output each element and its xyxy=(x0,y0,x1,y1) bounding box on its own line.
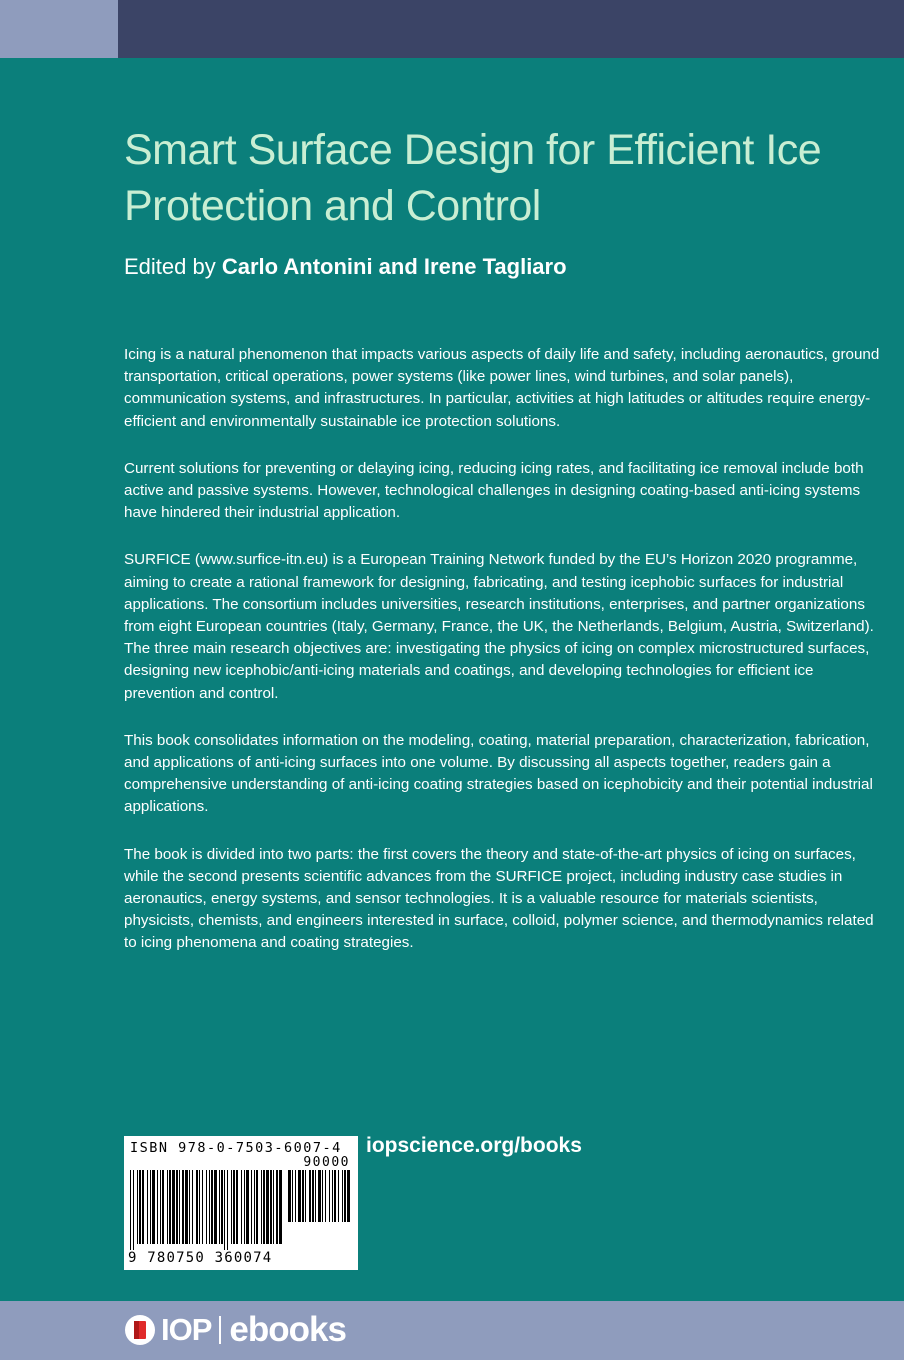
barcode-bar xyxy=(162,1170,164,1244)
barcode-bar xyxy=(157,1170,158,1244)
barcode-addon-bar xyxy=(288,1170,291,1222)
barcode-bar xyxy=(214,1170,217,1244)
barcode-bar xyxy=(254,1170,255,1244)
barcode-bar xyxy=(202,1170,203,1244)
barcode-bar xyxy=(179,1170,180,1244)
book-title: Smart Surface Design for Efficient Ice Protection and Control xyxy=(124,126,822,230)
barcode-addon-bar xyxy=(315,1170,316,1222)
ean-number: 9 780750 360074 xyxy=(128,1250,273,1266)
barcode-addon-bar xyxy=(334,1170,336,1222)
book-description xyxy=(124,344,884,980)
barcode-bar xyxy=(211,1170,213,1244)
barcode-addon-bar xyxy=(318,1170,321,1222)
barcode-addon-bar xyxy=(309,1170,311,1222)
barcode-bar xyxy=(206,1170,207,1244)
barcode-addon-bar xyxy=(325,1170,326,1222)
barcode-bar xyxy=(196,1170,198,1244)
top-bar xyxy=(118,0,904,58)
barcode-bar xyxy=(133,1170,134,1250)
publisher-logo xyxy=(124,1310,346,1350)
top-bar-accent xyxy=(0,0,118,58)
barcode-addon-bar xyxy=(338,1170,339,1222)
editor-names: Carlo Antonini and Irene Tagliaro xyxy=(221,254,567,279)
barcode-bar xyxy=(219,1170,220,1244)
barcode-addon-bar xyxy=(342,1170,343,1222)
barcode-bars xyxy=(130,1170,352,1250)
barcode-bar xyxy=(233,1170,235,1244)
iop-roundel-icon xyxy=(124,1314,156,1346)
barcode-bar xyxy=(227,1170,228,1250)
barcode-bar xyxy=(279,1170,282,1244)
barcode-bar xyxy=(189,1170,190,1244)
barcode-bar xyxy=(147,1170,148,1244)
description-paragraph: SURFICE (www.surfice-itn.eu) is a European Training Network funded by the EU’s Horizon 2020 programme, aiming to create a rational framework for designing, fabricating, and testing icephobic surfaces for industrial applications. The consortium includes universities, research institutions, enterprises, and partner organizations from eight European countries (Italy, Germany, France, the UK, the Netherlands, Belgium, Austria, Switzerland). The three main research objectives are: investigating the physics of icing on complex microstructured surfaces, designing new icephobic/anti-icing materials and coatings, and developing technologies for efficient ice prevention and control. xyxy=(124,551,874,702)
barcode-bar xyxy=(169,1170,171,1244)
isbn-number: ISBN 978-0-7503-6007-4 xyxy=(130,1140,342,1156)
barcode-bar xyxy=(270,1170,272,1244)
barcode-bar xyxy=(130,1170,131,1250)
barcode-bar xyxy=(231,1170,232,1244)
barcode-bar xyxy=(182,1170,184,1244)
barcode-bar xyxy=(224,1170,225,1250)
barcode-bar xyxy=(137,1170,138,1244)
barcode-bar xyxy=(150,1170,151,1244)
barcode-bar xyxy=(192,1170,193,1244)
barcode-addon-bar xyxy=(344,1170,346,1222)
barcode-bar xyxy=(167,1170,168,1244)
barcode-addon-bar xyxy=(295,1170,296,1222)
barcode-bar xyxy=(139,1170,141,1244)
barcode-bar xyxy=(244,1170,245,1244)
barcode-bar xyxy=(176,1170,178,1244)
barcode-bar xyxy=(236,1170,238,1244)
website-url[interactable]: iopscience.org/books xyxy=(366,1134,582,1157)
barcode-bar xyxy=(241,1170,242,1244)
edited-by-label: Edited by xyxy=(124,254,222,279)
barcode-bar xyxy=(256,1170,258,1244)
barcode-bar xyxy=(172,1170,175,1244)
barcode-addon-bar xyxy=(329,1170,330,1222)
barcode-bar xyxy=(209,1170,210,1244)
barcode-addon-bar xyxy=(322,1170,323,1222)
barcode-bar xyxy=(152,1170,155,1244)
barcode-bar xyxy=(251,1170,252,1244)
barcode-bar xyxy=(142,1170,144,1244)
barcode-addon-bar xyxy=(298,1170,301,1222)
barcode-addon-bar xyxy=(332,1170,333,1222)
barcode-addon-bar xyxy=(305,1170,306,1222)
barcode-bar xyxy=(276,1170,278,1244)
logo-divider xyxy=(219,1316,221,1344)
barcode-bar xyxy=(160,1170,161,1244)
barcode-bar xyxy=(273,1170,274,1244)
barcode-addon-bar xyxy=(347,1170,350,1222)
barcode-bar xyxy=(261,1170,262,1244)
ebooks-logo-text: ebooks xyxy=(229,1310,346,1349)
iop-logo-text: IOP xyxy=(161,1312,212,1347)
barcode-bar xyxy=(221,1170,223,1244)
barcode-bar xyxy=(246,1170,249,1244)
barcode-bar xyxy=(266,1170,269,1244)
description-paragraph: The book is divided into two parts: the first covers the theory and state-of-the-art physics of icing on surfaces, while the second presents scientific advances from the SURFICE project, including industry case studies in aeronautics, energy systems, and sensor technologies. It is a valuable resource for materials scientists, physicists, chemists, and engineers interested in surface, colloid, polymer science, and thermodynamics related to icing phenomena and coating strategies. xyxy=(124,845,874,952)
price-code: 90000 xyxy=(303,1155,350,1170)
isbn-barcode xyxy=(124,1136,358,1270)
barcode-addon-bar xyxy=(312,1170,314,1222)
barcode-bar xyxy=(199,1170,200,1244)
description-paragraph: Icing is a natural phenomenon that impacts various aspects of daily life and safety, including aeronautics, ground transportation, critical operations, power systems (like power lines, wind turbines, and solar panels), communication systems, and infrastructures. In particular, activities at high latitudes or altitudes require energy-efficient and environmentally sustainable ice protection solutions. xyxy=(124,346,880,430)
barcode-addon-bar xyxy=(292,1170,293,1222)
description-paragraph: Current solutions for preventing or delaying icing, reducing icing rates, and facilitating ice removal include both active and passive systems. However, technological challenges in designing coating-based anti-icing systems have hindered their industrial application. xyxy=(124,459,864,522)
barcode-bar xyxy=(185,1170,188,1244)
barcode-bar xyxy=(263,1170,265,1244)
editors-line xyxy=(124,254,567,280)
barcode-addon-bar xyxy=(302,1170,304,1222)
description-paragraph: This book consolidates information on the modeling, coating, material preparation, characterization, fabrication, and applications of anti-icing surfaces into one volume. By discussing all aspects together, readers gain a comprehensive understanding of anti-icing coating strategies based on icephobicity and their potential industrial applications. xyxy=(124,731,873,816)
